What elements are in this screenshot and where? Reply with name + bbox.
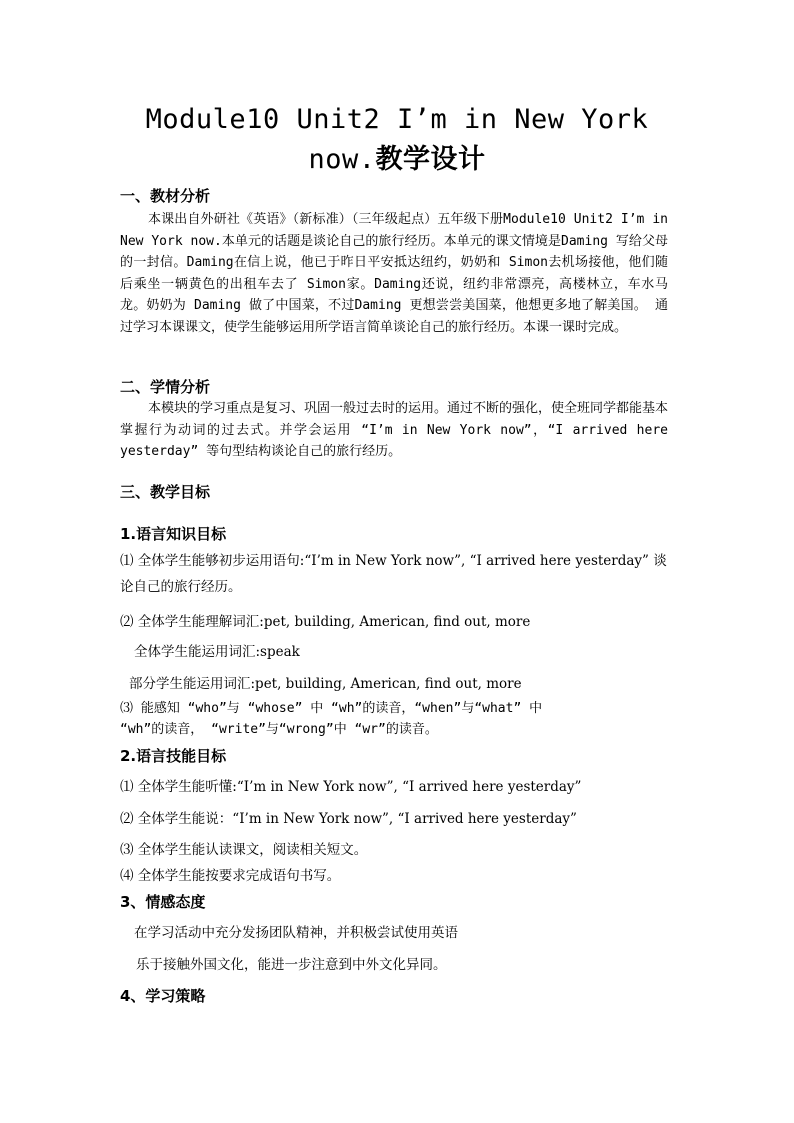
title-line-1: Module10 Unit2 I’m in New York xyxy=(145,104,649,135)
textbook-analysis-paragraph: 本课出自外研社《英语》（新标准）（三年级起点）五年级下册Module10 Unit2 I’m in New York now.本单元的话题是谈论自己的旅行经历。本单元的课文情境是Daming 写给父母的一封信。Daming在信上说，他已于昨日平安抵达纽约，奶奶和 Simon去机场接他，他们随后乘坐一辆黄色的出租车去了 Simon家。Daming还说，纽约非常漂亮，高楼林立，车水马龙。奶奶为 Daming 做了中国菜，不过Daming 更想尝尝美国菜，他想更多地了解美国。 通过学习本课课文，使学生能够运用所学语言简单谈论自己的旅行经历。本课一课时完成。 xyxy=(120,212,668,335)
attitude-item-1: 在学习活动中充分发扬团队精神，并积极尝试使用英语 xyxy=(134,925,458,941)
section-heading-textbook-analysis: 一、教材分析 xyxy=(120,187,211,205)
goal-item-knowledge-5b: “wh”的读音， “write”与“wrong”中 “wr”的读音。 xyxy=(120,722,438,737)
goal-item-skills-4: ⑷ 全体学生能按要求完成语句书写。 xyxy=(120,868,341,884)
title-line-2 xyxy=(120,140,674,180)
goal-item-knowledge-5a: ⑶ 能感知 “who”与 “whose” 中 “wh”的读音，“when”与“what” 中 xyxy=(120,701,543,716)
goal-item-knowledge-1: ⑴ 全体学生能够初步运用语句:“I’m in New York now”, “I arrived here yesterday” 谈论自己的旅行经历。 xyxy=(120,553,667,595)
goal-item-skills-1: ⑴ 全体学生能听懂:“I’m in New York now”, “I arrived here yesterday” xyxy=(120,779,582,795)
goal-item-knowledge-2: ⑵ 全体学生能理解词汇:pet, building, American, find out, more xyxy=(120,614,531,630)
learner-analysis-paragraph: 本模块的学习重点是复习、巩固一般过去时的运用。通过不断的强化，使全班同学都能基本掌握行为动词的过去式。并学会运用 “I’m in New York now”，“I arrived here yesterday” 等句型结构谈论自己的旅行经历。 xyxy=(120,401,669,459)
section-heading-learner-analysis: 二、学情分析 xyxy=(120,378,211,396)
goal-item-knowledge-3: 全体学生能运用词汇:speak xyxy=(134,644,300,660)
title-line-2-en: now. xyxy=(308,144,376,175)
goal-heading-attitude: 3、情感态度 xyxy=(120,893,206,911)
goal-heading-language-knowledge: 1.语言知识目标 xyxy=(120,525,227,543)
goal-item-skills-2: ⑵ 全体学生能说：“I’m in New York now”, “I arrived here yesterday” xyxy=(120,811,577,827)
section-heading-teaching-goals: 三、教学目标 xyxy=(120,483,211,501)
goal-item-skills-3: ⑶ 全体学生能认读课文，阅读相关短文。 xyxy=(120,842,368,858)
title-line-2-cn: 教学设计 xyxy=(375,144,486,175)
goal-heading-language-skills: 2.语言技能目标 xyxy=(120,747,227,765)
goal-item-knowledge-4: 部分学生能运用词汇:pet, building, American, find out, more xyxy=(129,676,522,692)
goal-heading-learning-strategy: 4、学习策略 xyxy=(120,987,206,1005)
document-title xyxy=(120,100,674,180)
attitude-item-2: 乐于接触外国文化，能进一步注意到中外文化异同。 xyxy=(136,957,447,973)
